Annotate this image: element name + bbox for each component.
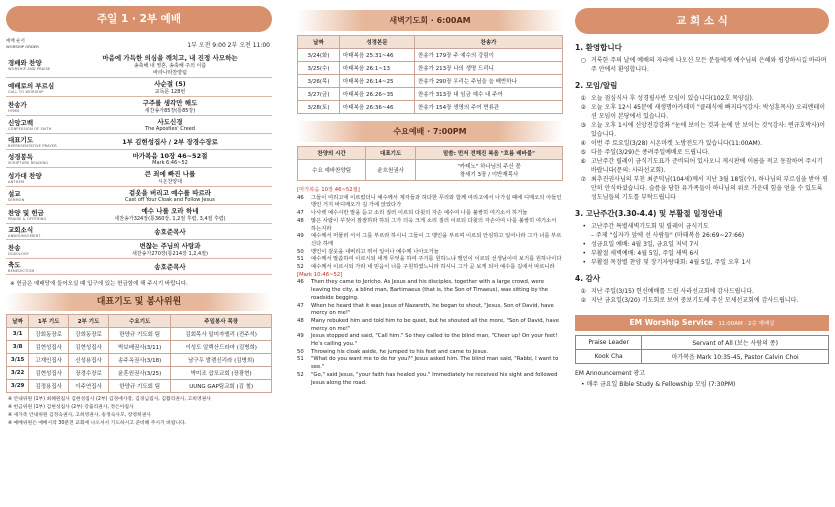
volunteer-cell: 신성용집사 — [69, 354, 109, 367]
em-cell: Servant of All (보는 사람의 종) — [642, 336, 829, 350]
verse-text: Then they came to Jericho. As Jesus and his disciples, together with a large crowd, were leaving the city, a blind man, Bartimaeus (that is, the Son of Timaeus), was sitting by the roadside begging. — [311, 279, 548, 301]
wed-header-row — [298, 147, 563, 160]
order-item-name: 신앙고백 — [8, 119, 34, 127]
order-value-cell — [68, 224, 272, 240]
em-cell: Kook Cha — [576, 350, 642, 364]
verse-row — [297, 233, 563, 248]
order-key-cell — [6, 240, 68, 259]
volunteer-row — [7, 328, 272, 341]
news-item-text: 오늘 점심식사 후 성경필사반 모임이 있습니다(102호 목양실). — [591, 95, 754, 102]
volunteer-note: ※ 안내위원 (1부) 최혜원집사 김현성집사 (2부) 김경애사장, 김경님집사, 김활리권사, 고희영권사 — [8, 397, 211, 402]
dawn-cell: 찬송가 213장 나의 생명 드리니 — [415, 62, 563, 75]
order-item-en: SCRIPTURE READING — [8, 161, 49, 165]
order-item-name: 성가대 찬양 — [8, 171, 42, 180]
order-value-sub: Cast off Your Cloak and Follow Jesus — [125, 197, 215, 203]
volunteer-row — [7, 380, 272, 393]
section-easter-title: 3. 고난주간(3.30-4.4) 및 부활절 일정안내 — [575, 209, 723, 218]
order-value: 마가복음 10장 46~52절 — [132, 152, 208, 160]
wed-cell-sermon — [416, 160, 563, 181]
section-welcome-title: 1. 환영합니다 — [575, 43, 622, 52]
dawn-cell: 3/26(목) — [298, 75, 340, 88]
order-row — [6, 240, 272, 259]
verse-row — [297, 279, 563, 302]
order-item-en: DOXOLOGY — [8, 251, 30, 256]
volunteer-title-text: 대표기도 및 봉사위원 — [6, 293, 272, 311]
order-value-cell — [68, 187, 272, 205]
news-item — [575, 296, 829, 305]
verse-row — [297, 303, 563, 318]
order-value-cell — [68, 168, 272, 187]
verse-number: 46 — [297, 194, 304, 201]
wed-cell-prayer: 윤흐원권사 — [366, 160, 416, 181]
dawn-header-row — [298, 36, 563, 49]
order-value-sub: Mark 6:46~52 — [152, 160, 188, 166]
order-value: 구주를 생각만 해도 — [142, 99, 198, 107]
section-easter-items — [575, 222, 829, 267]
service-times: 1부 오전 9:00 2부 오전 11:00 — [187, 42, 270, 49]
order-item-name: 성경봉독 — [8, 153, 34, 161]
dawn-cell: 마태복음 26:1~13 — [340, 62, 415, 75]
dawn-cell: 3/25(수) — [298, 62, 340, 75]
dawn-prayer-table — [297, 35, 563, 114]
news-item — [575, 175, 829, 202]
order-key-cell — [6, 78, 68, 97]
section-thanks-title: 4. 감사 — [575, 274, 601, 283]
volunteer-cell: 박보배권사(3/11) — [109, 341, 171, 354]
verse-text: 예수께서 말씀하여 이르시되 네게 무엇을 하여 주기를 원하느냐 맹인이 이르되 선생님이여 보기를 원하나이다 — [311, 256, 562, 263]
order-value-cell — [68, 134, 272, 150]
news-item-text: – 주제 "십자가 앞에 선 사람들" (마태복음 26:69~27:66) — [591, 232, 745, 239]
verse-number: 52 — [297, 371, 304, 378]
order-item-name: 대표기도 — [8, 136, 34, 144]
verse-row — [297, 210, 563, 218]
news-item-marker — [575, 231, 591, 240]
verse-text: Jesus stopped and said, "Call him." So they called to the blind man, "Cheer up! On your feet! He's calling you." — [311, 333, 558, 348]
news-item-text: 고난주간 릴레이 금식기도표가 준비되어 있사오니 게시판에 이름을 적고 동참하여 주시기 바랍니다(문의: 사라선교회). — [591, 158, 823, 174]
order-key-cell — [6, 97, 68, 116]
volunteer-cell: 남구두 발렌신리라 (김병희) — [171, 354, 272, 367]
verse-text: 예수께서 머물러 서서 그를 부르라 하시니 그들이 그 맹인을 부르며 이르되 안심하고 일어나라 그가 너를 부르신다 하매 — [311, 233, 562, 247]
news-item — [575, 287, 829, 296]
wed-sermon-title: "카테노" 하나님의 주신 몫 — [457, 164, 521, 170]
order-value-sub: 교독문 128번 — [154, 89, 186, 95]
news-item-marker: ⑤ — [580, 149, 586, 156]
news-item — [575, 240, 829, 249]
section-notice-items — [575, 94, 829, 202]
dawn-row — [298, 75, 563, 88]
order-key-cell — [6, 168, 68, 187]
news-item-text: 부활절 새벽예배: 4월 5일, 주일 새벽 6시 — [591, 250, 699, 257]
dawn-cell: 마태복음 26:36~46 — [340, 101, 415, 114]
verse-number: 51 — [297, 256, 304, 263]
order-row — [6, 259, 272, 275]
verse-number: 49 — [297, 333, 304, 340]
verse-row — [297, 218, 563, 233]
verse-text: 많은 사람이 꾸짖어 잠잠하라 하되 그가 더욱 크게 소리 질러 이르되 다윗의 자손이여 나를 불쌍히 여기소서 하는지라 — [311, 217, 557, 232]
scripture-kr-header: [마가복음 10장 46~52절] — [297, 187, 360, 193]
volunteer-cell: 한양규 기도회 팀 — [109, 380, 171, 393]
news-item-text: 부활절 목장별 찬양 및 장기자랑대회: 4월 5일, 주일 오후 1시 — [591, 259, 752, 266]
news-item — [575, 157, 829, 175]
dawn-cell: 3/24(화) — [298, 49, 340, 62]
volunteer-row — [7, 341, 272, 354]
news-item — [575, 258, 829, 267]
order-value: 마음에 가득한 의심을 깨치고, 내 진정 사모하는 — [102, 54, 238, 62]
order-value-sub: 새찬송가324장(통360장, 1,2절 후렴, 3,4절 후렴) — [114, 216, 226, 222]
order-key-cell — [6, 187, 68, 205]
dawn-cell: 마태복음 26:26~35 — [340, 88, 415, 101]
verse-text: 맹인이 겉옷을 내버리고 뛰어 일어나 예수께 나아오거늘 — [311, 248, 439, 255]
order-value: 큰 죄에 빠진 나를 — [144, 170, 196, 178]
order-value: 송호준목사 — [154, 263, 186, 271]
verse-text: "Go," said Jesus, "your faith has healed you." Immediately he received his sight and followed Jesus along the road. — [311, 371, 558, 386]
order-item-en: HYMN — [8, 108, 20, 113]
news-item-marker: ○ — [580, 57, 586, 64]
order-item-en: ANNOUNCEMENT — [8, 234, 41, 238]
news-item-marker: ⑦ — [580, 176, 586, 183]
volunteer-cell: 송주옥권사(3/18) — [109, 354, 171, 367]
news-item-text: 다음 주일(3/29)은 종려주일예배로 드립니다. — [591, 149, 710, 156]
dawn-cell: 찬송가 313장 내 임금 예수 내 주여 — [415, 88, 563, 101]
order-value-sub: 새찬송가270장(통214장 1,2,4절) — [132, 251, 208, 257]
dawn-row — [298, 62, 563, 75]
volunteer-cell: 김현성집사 — [29, 367, 69, 380]
order-value-sub: 송축해 내 영혼, 송축해 주의 이름 — [133, 63, 207, 69]
order-value: 사도신경 — [157, 118, 183, 126]
verse-number: 47 — [297, 302, 304, 309]
verse-number: 52 — [297, 264, 304, 271]
news-item-text: 최추진권사님의 부친 최준덕님(104세)께서 지난 3월 18일(수), 하나님의 부르심을 받아 평안히 안식하셨습니다. 슬픔을 당한 유가족들이 하나님의 위로 가운데 힘을 얻을 수 있도록 성도님들의 기도를 부탁드립니다 — [591, 176, 828, 201]
wed-sermon-text: 창세기 3장 / 이반재목사 — [459, 172, 519, 178]
volunteer-header: 1부 기도 — [29, 315, 69, 328]
volunteer-cell: 장경수장로 — [69, 367, 109, 380]
verse-row — [297, 264, 563, 272]
verse-row — [297, 195, 563, 210]
verse-row — [297, 372, 563, 387]
volunteer-title — [6, 293, 272, 311]
order-key-cell — [6, 224, 68, 240]
order-key-cell — [6, 116, 68, 134]
order-item-en: SERMON — [8, 198, 25, 202]
order-value-cell — [68, 205, 272, 224]
order-value: 1부 김현성집사 / 2부 장경수장로 — [122, 138, 218, 146]
volunteer-row — [7, 354, 272, 367]
em-announcement-label: EM Announcement 광고 — [575, 370, 646, 377]
dawn-prayer-title: 새벽기도회 · 6:00AM — [297, 10, 563, 31]
order-item-name: 찬송 — [8, 243, 21, 252]
worship-title: 주일 1 · 2부 예배 — [6, 6, 272, 32]
news-title: 교 회 소 식 — [575, 8, 829, 34]
church-news-column — [575, 6, 829, 388]
volunteer-cell: 박미조 삽포교회 (장광현) — [171, 367, 272, 380]
scripture-kr-verses — [297, 195, 563, 272]
news-item-marker: • — [582, 241, 586, 248]
order-row — [6, 187, 272, 205]
order-value-sub: The Apostles' Creed — [145, 126, 195, 132]
news-item-marker: ① — [580, 288, 586, 295]
volunteer-cell: 김현성집사 — [69, 341, 109, 354]
news-item-marker: ⑥ — [580, 158, 586, 165]
verse-number: 50 — [297, 248, 304, 255]
em-service-title: EM Worship Service — [629, 318, 714, 327]
news-item — [575, 222, 829, 231]
order-value-cell — [68, 52, 272, 78]
volunteer-cell: 고재인집사 — [29, 354, 69, 367]
order-key-cell — [6, 52, 68, 78]
worship-order-table — [6, 52, 272, 275]
verse-text: Throwing his cloak aside, he jumped to his feet and came to Jesus. — [311, 348, 489, 355]
volunteer-cell: 김정용집사 — [29, 380, 69, 393]
news-item — [575, 121, 829, 139]
volunteer-cell: 김회목사 일미자엘리 (전주석) — [171, 328, 272, 341]
verse-row — [297, 256, 563, 264]
offering-note: ※ 헌금은 예배당에 들어오실 때 입구에 있는 헌금함에 해 주시기 바랍니다. — [10, 281, 188, 287]
order-value: 사순절 (5) — [154, 80, 186, 88]
verse-text: 그들이 여리고에 이르렀더니 예수께서 제자들과 허다한 무리와 함께 여리고에서 나가실 때에 디매오의 아들인 맹인 거지 바디매오가 길 가에 앉았다가 — [311, 194, 562, 209]
order-key-cell — [6, 205, 68, 224]
news-item — [575, 94, 829, 103]
news-item — [575, 148, 829, 157]
em-service-table — [575, 335, 829, 364]
volunteer-header-row — [7, 315, 272, 328]
wed-header: 찬양의 시간 — [298, 147, 366, 160]
verse-number: 46 — [297, 279, 304, 286]
volunteer-cell: 3/15 — [7, 354, 29, 367]
verse-number: 49 — [297, 233, 304, 240]
dawn-cell: 찬송가 154장 생명의 주여 면류관 — [415, 101, 563, 114]
wed-row — [298, 160, 563, 181]
order-row — [6, 134, 272, 150]
volunteer-cell: 한양규 기도회 팀 — [109, 328, 171, 341]
news-item-text: 오늘 오후 1시에 신앙전강강좌 "눈에 보이는 것과 눈에 안 보이는 것"(강사: 변규호박사)이 있습니다. — [591, 122, 826, 138]
verse-number: 51 — [297, 356, 304, 363]
news-item-marker: ③ — [580, 122, 586, 129]
order-value-sub: 시온찬양대 — [157, 179, 183, 185]
volunteer-cell: 윤혼원권사(3/25) — [109, 367, 171, 380]
order-row — [6, 168, 272, 187]
order-key-cell — [6, 134, 68, 150]
order-key-cell — [6, 259, 68, 275]
order-value-sub2: 바라나라찬양팀 — [153, 70, 187, 76]
volunteer-note: ※ 새가족 안내위원 김정숙권사, 고희영권사, 송정숙사모, 장영희권사 — [8, 413, 151, 418]
dawn-row — [298, 49, 563, 62]
order-value: 겉옷을 버리고 예수를 따르라 — [128, 189, 212, 197]
news-item-text: 성금요일 예배: 4월 3일, 금요일 저녁 7시 — [591, 241, 699, 248]
dawn-cell: 마태복음 25:31~46 — [340, 49, 415, 62]
volunteer-cell: 강희동장로 — [69, 328, 109, 341]
volunteer-note: ※ 예배위원은 예배시작 30분전 교회에 나오셔서 기도하시고 준비해 주시기 바랍니다. — [8, 421, 187, 426]
verse-number: 48 — [297, 317, 304, 324]
dawn-cell: 3/28(토) — [298, 101, 340, 114]
section-notice-title: 2. 모임/알림 — [575, 81, 618, 90]
volunteer-cell: 3/1 — [7, 328, 29, 341]
dawn-row — [298, 88, 563, 101]
order-row — [6, 78, 272, 97]
order-value: 송호준목사 — [154, 228, 186, 236]
wednesday-service-title: 수요예배 · 7:00PM — [297, 121, 563, 142]
volunteer-cell: 3/29 — [7, 380, 29, 393]
volunteer-notes — [6, 396, 272, 428]
volunteer-header: 주일봉사 목장 — [171, 315, 272, 328]
order-item-en: BENEDICTION — [8, 269, 35, 273]
order-item-name: 찬송가 — [8, 100, 27, 109]
em-row — [576, 350, 829, 364]
verse-text: 나사렛 예수시란 말을 듣고 소리 질러 이르되 다윗의 자손 예수여 나를 불쌍히 여기소서 하거늘 — [311, 210, 528, 217]
news-item-marker: ② — [580, 297, 586, 304]
order-value-cell — [68, 150, 272, 168]
dawn-cell: 찬송가 179장 주 예수의 강림이 — [415, 49, 563, 62]
order-item-name: 경배와 찬양 — [8, 59, 42, 67]
order-row — [6, 116, 272, 134]
order-item-name: 찬양 및 헌금 — [8, 208, 44, 217]
news-item-marker: • — [582, 259, 586, 266]
em-service-bar — [575, 315, 829, 331]
order-item-name: 설교 — [8, 190, 21, 198]
scripture-en-verses — [297, 279, 563, 387]
order-item-en: ANTHEM — [8, 179, 25, 184]
news-item-marker: ④ — [580, 140, 586, 147]
news-item — [575, 231, 829, 240]
volunteer-cell: 이주연집사 — [69, 380, 109, 393]
volunteer-note: ※ 헌금위원 (1부) 김현성집사 (2부) 강출리권사, 정은아집사 — [8, 405, 134, 410]
em-row — [576, 336, 829, 350]
em-cell: Praise Leader — [576, 336, 642, 350]
scripture-en-header: [Mark 10:46~52] — [297, 271, 343, 278]
news-item — [575, 139, 829, 148]
order-row — [6, 205, 272, 224]
wednesday-service-table — [297, 146, 563, 181]
em-service-time: · 11:00AM · 2층 예배실 — [713, 321, 775, 327]
verse-number: 50 — [297, 348, 304, 355]
wed-header: 대표기도 — [366, 147, 416, 160]
volunteer-cell: 3/22 — [7, 367, 29, 380]
order-item-name: 교회소식 — [8, 226, 34, 234]
order-row — [6, 150, 272, 168]
order-row — [6, 97, 272, 116]
order-item-name: 예배로의 부르심 — [8, 81, 55, 90]
news-item-text: 지난 주일(3/15) 헌신예배를 드린 사라선교회에 감사드립니다. — [591, 288, 754, 295]
news-item-marker: ① — [580, 95, 586, 102]
volunteer-header: 2부 기도 — [69, 315, 109, 328]
order-value-sub: 새찬송가85장(통85장) — [144, 108, 196, 114]
volunteer-table — [6, 314, 272, 393]
order-value: 변찮는 주님의 사랑과 — [139, 242, 201, 250]
news-item-text: 이번 주 토요일(3/28) 시온마켓 노방전도가 있습니다(11:00AM). — [591, 140, 762, 147]
volunteer-header: 수요기도 — [109, 315, 171, 328]
order-item-en: REPRESENTATIVE PRAYER — [8, 144, 57, 148]
verse-text: 예수께서 이르시되 가라 네 믿음이 너를 구원하였느니라 하시니 그가 곧 보게 되어 예수를 길에서 따르니라 — [311, 264, 555, 271]
news-item-marker: • — [582, 250, 586, 257]
scripture-reading — [297, 187, 563, 387]
verse-row — [297, 356, 563, 371]
order-value-cell — [68, 97, 272, 116]
volunteer-cell: 강회동장로 — [29, 328, 69, 341]
volunteer-cell: 김현성집사 — [29, 341, 69, 354]
section-welcome-items — [575, 56, 829, 74]
volunteer-header: 날짜 — [7, 315, 29, 328]
news-item-text: 고난주간 특별새벽기도회 및 릴레이 금식기도 — [591, 223, 709, 230]
em-announcement-item: • 매주 금요일 Bible Study & Fellowship 모임 (7:30PM) — [581, 381, 736, 388]
order-item-en: CALL TO WORSHIP — [8, 89, 44, 94]
section-thanks-items — [575, 287, 829, 305]
order-value-cell — [68, 116, 272, 134]
worship-order-column — [6, 6, 272, 428]
news-item-marker: • — [582, 223, 586, 230]
news-item — [575, 56, 829, 74]
order-value-cell — [68, 78, 272, 97]
volunteer-cell: UUNG GAP팀교회 (김 철) — [171, 380, 272, 393]
em-cell: 마가복음 Mark 10:35-45, Pastor Calvin Choi — [642, 350, 829, 364]
order-item-en: CONFESSION OF FAITH — [8, 127, 52, 131]
verse-row — [297, 318, 563, 333]
order-row — [6, 52, 272, 78]
news-item-text: 오늘 오후 12시 45분에 새생명아카데미 "클래식에 빠지다"(강사: 박성훈목사) 오리엔테이션 모임이 본당에서 있습니다. — [591, 104, 826, 120]
wed-cell-praise: 수요 예바찬양팀 — [298, 160, 366, 181]
order-value-cell — [68, 240, 272, 259]
dawn-header: 날짜 — [298, 36, 340, 49]
news-item — [575, 249, 829, 258]
order-value-cell — [68, 259, 272, 275]
volunteer-cell: 3/8 — [7, 341, 29, 354]
dawn-row — [298, 101, 563, 114]
order-header — [6, 38, 270, 49]
wed-header: 말씀: 먼저 전해진 복음 "흐름 레바블" — [416, 147, 563, 160]
verse-text: When he heard that it was Jesus of Nazareth, he began to shout, "Jesus, Son of David, have mercy on me!" — [311, 302, 554, 317]
order-item-en: WORSHIP AND PRAISE — [8, 67, 51, 71]
verse-text: "What do you want me to do for you?" Jesus asked him. The blind man said, "Rabbi, I want to see." — [311, 356, 559, 371]
order-item-en: PRAISE & OFFERING — [8, 216, 47, 221]
order-key-cell — [6, 150, 68, 168]
verse-row — [297, 349, 563, 357]
news-item-marker: ② — [580, 104, 586, 111]
dawn-cell: 찬송가 290장 우리는 주님을 늘 배반하나 — [415, 75, 563, 88]
verse-number: 47 — [297, 210, 304, 217]
schedule-column — [297, 6, 563, 387]
dawn-cell: 3/27(금) — [298, 88, 340, 101]
verse-number: 48 — [297, 217, 304, 224]
dawn-header: 성경본문 — [340, 36, 415, 49]
order-value: 예수 나를 오라 하네 — [141, 207, 199, 215]
verse-row — [297, 333, 563, 348]
news-item-text: 지난 금요일(3/20) 기도회로 보여 중보기도해 주신 모세선교회에 감사드립니다. — [591, 297, 799, 304]
volunteer-cell: 이성도 알렉산드라마 (김병희) — [171, 341, 272, 354]
volunteer-row — [7, 367, 272, 380]
dawn-cell: 마태복음 26:14~25 — [340, 75, 415, 88]
order-item-name: 축도 — [8, 261, 21, 269]
news-item-text: 거룩한 주의 날에 예배의 자리에 나오신 모든 분들에게 예수님의 은혜와 평강하시길 바라며 주 안에서 환영합니다. — [591, 57, 827, 73]
dawn-header: 찬송가 — [415, 36, 563, 49]
order-label-kr: 예배 순서 — [6, 39, 25, 44]
news-item — [575, 103, 829, 121]
order-row — [6, 224, 272, 240]
order-label-en: WORSHIP ORDER — [6, 44, 39, 49]
verse-text: Many rebuked him and told him to be quiet, but he shouted all the more, "Son of David, have mercy on me!" — [311, 317, 559, 332]
